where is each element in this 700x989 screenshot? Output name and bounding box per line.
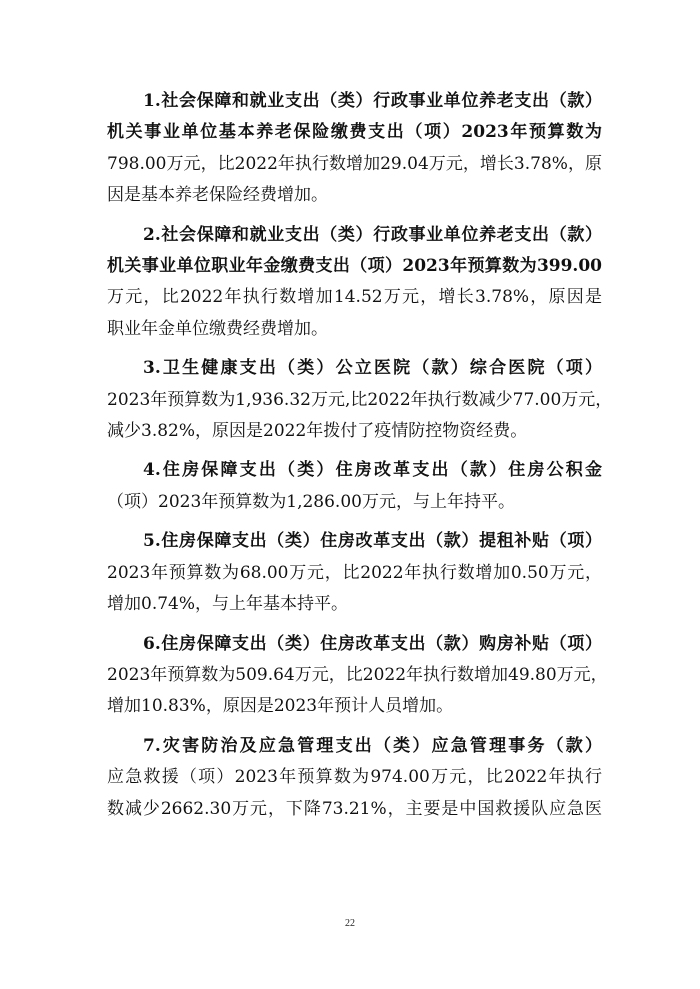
paragraph-line: 增加0.74%，与上年基本持平。 [107, 594, 349, 615]
paragraph-3 [107, 353, 613, 447]
paragraph-1 [107, 86, 602, 212]
paragraph-heading: 7.灾害防治及应急管理支出（类）应急管理事务（款） [143, 735, 602, 756]
paragraph-heading: 4.住房保障支出（类）住房改革支出（款）住房公积金 [143, 460, 602, 481]
paragraph-line: 减少3.82%，原因是2022年拨付了疫情防控物资经费。 [107, 421, 528, 442]
paragraph-line: 因是基本养老保险经费增加。 [107, 185, 328, 206]
paragraph-line: 798.00万元，比2022年执行数增加29.04万元，增长3.78%，原 [107, 153, 602, 174]
paragraph-line: （项）2023年预算数为1,286.00万元，与上年持平。 [107, 491, 515, 512]
paragraph-heading: 6.住房保障支出（类）住房改革支出（款）购房补贴（项） [143, 633, 602, 654]
paragraph-line: 2023年预算数为1,936.32万元,比2022年执行数减少77.00万元， [107, 389, 613, 410]
paragraph-heading: 1.社会保障和就业支出（类）行政事业单位养老支出（款） [143, 91, 602, 111]
paragraph-heading: 5.住房保障支出（类）住房改革支出（款）提租补贴（项） [143, 531, 602, 552]
paragraph-4 [107, 455, 602, 518]
paragraph-7 [107, 731, 602, 825]
page-number: 22 [345, 918, 355, 929]
paragraph-line: 2023年预算数为68.00万元，比2022年执行数增加0.50万元， [107, 562, 602, 583]
paragraph-line: 增加10.83%，原因是2023年预计人员增加。 [107, 696, 454, 717]
document-body [107, 86, 613, 833]
paragraph-line: 数减少2662.30万元，下降73.21%，主要是中国救援队应急医 [107, 798, 602, 819]
paragraph-line: 机关事业单位职业年金缴费支出（项）2023年预算数为399.00 [107, 256, 602, 277]
paragraph-line: 2023年预算数为509.64万元，比2022年执行数增加49.80万元， [107, 664, 608, 685]
paragraph-line: 应急救援（项）2023年预算数为974.00万元，比2022年执行 [107, 767, 602, 788]
paragraph-2 [107, 220, 602, 346]
paragraph-heading: 3.卫生健康支出（类）公立医院（款）综合医院（项） [143, 358, 602, 379]
paragraph-heading: 2.社会保障和就业支出（类）行政事业单位养老支出（款） [143, 224, 602, 245]
paragraph-line: 万元，比2022年执行数增加14.52万元，增长3.78%，原因是 [107, 287, 602, 308]
paragraph-5 [107, 526, 602, 620]
paragraph-line: 机关事业单位基本养老保险缴费支出（项）2023年预算数为 [107, 122, 602, 143]
paragraph-line: 职业年金单位缴费经费增加。 [107, 318, 328, 339]
paragraph-6 [107, 629, 608, 723]
